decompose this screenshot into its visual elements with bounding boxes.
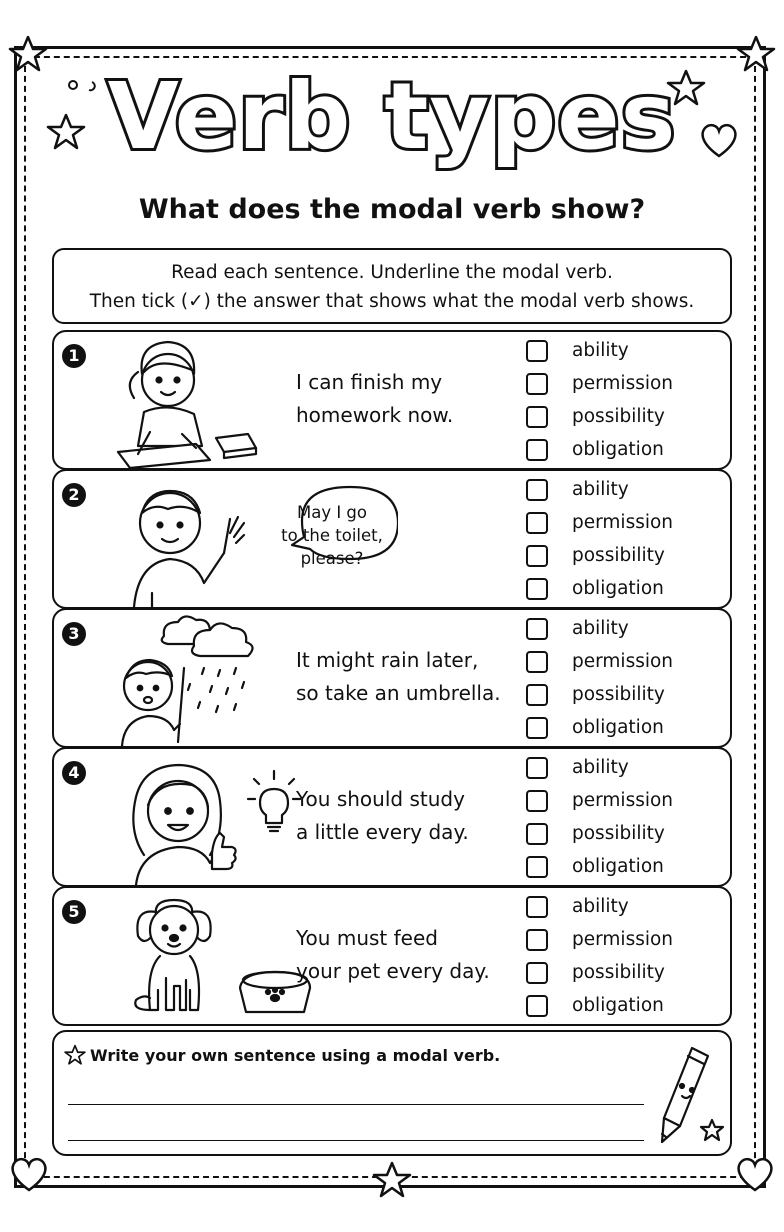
bubble-line-3: please? xyxy=(300,549,364,568)
checkbox[interactable] xyxy=(526,929,548,951)
option-label: possibility xyxy=(572,823,665,844)
option-obligation xyxy=(526,713,726,746)
option-ability xyxy=(526,475,726,508)
sentence-line-2: a little every day. xyxy=(296,820,469,844)
question-card-4 xyxy=(52,747,732,887)
option-label: ability xyxy=(572,757,629,778)
option-obligation xyxy=(526,574,726,607)
question-number: 5 xyxy=(62,900,86,924)
option-permission xyxy=(526,508,726,541)
option-ability xyxy=(526,892,726,925)
option-ability xyxy=(526,336,726,369)
option-label: ability xyxy=(572,618,629,639)
option-ability xyxy=(526,753,726,786)
option-label: permission xyxy=(572,790,674,811)
checkbox[interactable] xyxy=(526,651,548,673)
star-icon xyxy=(64,1044,86,1066)
instructions-box xyxy=(52,248,732,324)
page-subtitle: What does the modal verb show? xyxy=(138,194,646,225)
option-label: possibility xyxy=(572,406,665,427)
option-permission xyxy=(526,925,726,958)
option-label: obligation xyxy=(572,717,664,738)
option-label: ability xyxy=(572,479,629,500)
checkbox[interactable] xyxy=(526,757,548,779)
checkbox[interactable] xyxy=(526,479,548,501)
sentence-line-1: I can finish my xyxy=(296,370,443,394)
option-label: obligation xyxy=(572,578,664,599)
dog-food-bowl-icon xyxy=(98,890,318,1024)
sentence-line-1: It might rain later, xyxy=(296,648,479,672)
question-card-2 xyxy=(52,469,732,609)
checkbox[interactable] xyxy=(526,618,548,640)
option-obligation xyxy=(526,852,726,885)
option-permission xyxy=(526,786,726,819)
option-label: obligation xyxy=(572,439,664,460)
option-possibility xyxy=(526,541,726,574)
option-label: permission xyxy=(572,373,674,394)
option-obligation xyxy=(526,991,726,1024)
question-number: 1 xyxy=(62,344,86,368)
option-label: permission xyxy=(572,512,674,533)
option-possibility xyxy=(526,958,726,991)
star-icon xyxy=(372,1160,412,1200)
option-permission xyxy=(526,369,726,402)
checkbox[interactable] xyxy=(526,995,548,1017)
checkbox[interactable] xyxy=(526,545,548,567)
answer-line[interactable] xyxy=(68,1140,644,1141)
write-own-sentence-box xyxy=(52,1030,732,1156)
option-obligation xyxy=(526,435,726,468)
question-sentence xyxy=(296,783,516,849)
pencil-icon xyxy=(650,1042,730,1150)
checkbox[interactable] xyxy=(526,512,548,534)
question-number: 2 xyxy=(62,483,86,507)
option-label: possibility xyxy=(572,962,665,983)
option-possibility xyxy=(526,402,726,435)
option-permission xyxy=(526,647,726,680)
option-possibility xyxy=(526,819,726,852)
option-label: permission xyxy=(572,651,674,672)
sentence-line-2: so take an umbrella. xyxy=(296,681,501,705)
answer-line[interactable] xyxy=(68,1104,644,1105)
checkbox[interactable] xyxy=(526,896,548,918)
sentence-line-2: homework now. xyxy=(296,403,454,427)
sentence-line-1: You must feed xyxy=(296,926,438,950)
checkbox[interactable] xyxy=(526,406,548,428)
option-label: permission xyxy=(572,929,674,950)
checkbox[interactable] xyxy=(526,962,548,984)
heart-icon xyxy=(8,1154,50,1194)
checkbox[interactable] xyxy=(526,717,548,739)
question-card-1 xyxy=(52,330,732,470)
instructions-line-2: Then tick (✓) the answer that shows what the modal verb shows. xyxy=(89,291,695,312)
option-ability xyxy=(526,614,726,647)
question-card-5 xyxy=(52,886,732,1026)
page-title: Verb types xyxy=(107,63,677,170)
sentence-line-1: You should study xyxy=(296,787,465,811)
girl-lightbulb-icon xyxy=(98,751,308,885)
instructions-line-1: Read each sentence. Underline the modal verb. xyxy=(171,262,613,283)
checkbox[interactable] xyxy=(526,373,548,395)
question-number: 3 xyxy=(62,622,86,646)
option-label: ability xyxy=(572,896,629,917)
checkbox[interactable] xyxy=(526,790,548,812)
girl-writing-icon xyxy=(98,334,268,468)
write-prompt: Write your own sentence using a modal verb. xyxy=(90,1046,501,1065)
option-possibility xyxy=(526,680,726,713)
question-sentence xyxy=(296,644,516,710)
title-area xyxy=(0,62,784,172)
boy-rain-cloud-icon xyxy=(98,612,288,746)
question-card-3 xyxy=(52,608,732,748)
bubble-line-2: to the toilet, xyxy=(281,526,383,545)
option-label: obligation xyxy=(572,995,664,1016)
question-number: 4 xyxy=(62,761,86,785)
option-label: obligation xyxy=(572,856,664,877)
bubble-line-1: May I go xyxy=(296,503,368,522)
checkbox[interactable] xyxy=(526,684,548,706)
checkbox[interactable] xyxy=(526,340,548,362)
option-label: ability xyxy=(572,340,629,361)
sentence-line-2: your pet every day. xyxy=(296,959,490,983)
question-sentence xyxy=(296,922,516,988)
option-label: possibility xyxy=(572,545,665,566)
checkbox[interactable] xyxy=(526,578,548,600)
checkbox[interactable] xyxy=(526,856,548,878)
option-label: possibility xyxy=(572,684,665,705)
checkbox[interactable] xyxy=(526,439,548,461)
speech-bubble-text xyxy=(268,501,396,570)
checkbox[interactable] xyxy=(526,823,548,845)
heart-icon xyxy=(734,1154,776,1194)
question-sentence xyxy=(296,366,516,432)
